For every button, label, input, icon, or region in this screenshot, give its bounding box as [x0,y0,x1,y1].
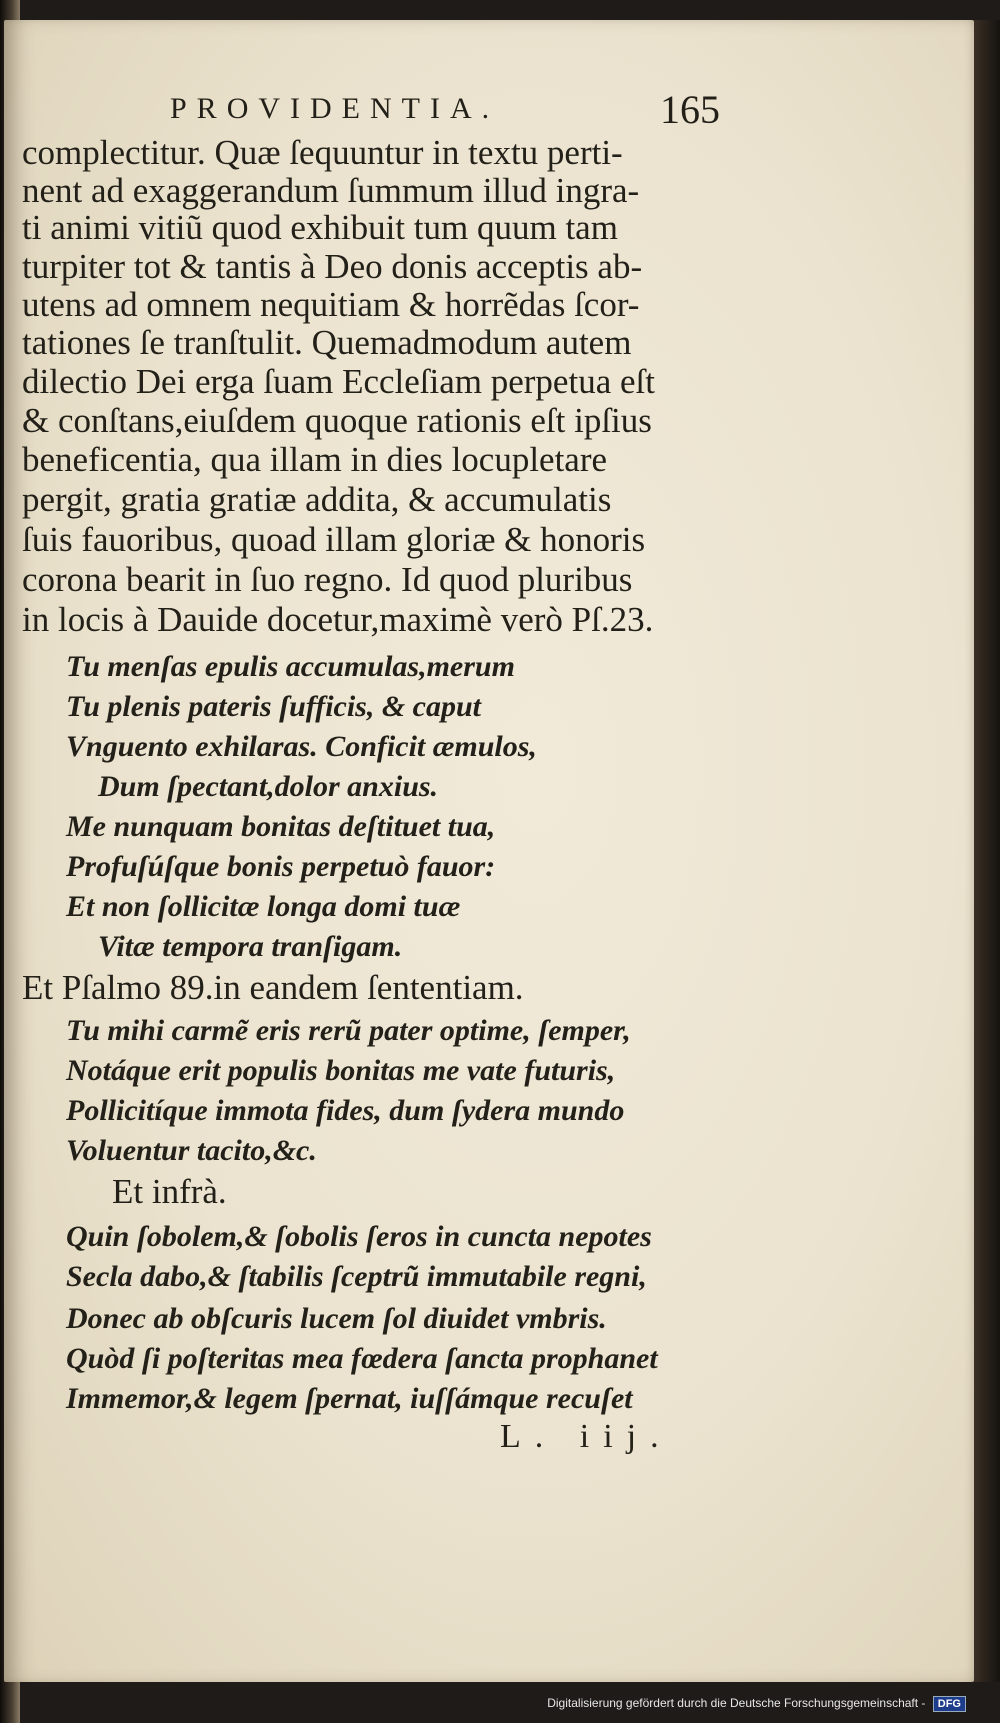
verse-line: Et non ſollicitæ longa domi tuæ [66,890,461,923]
body-line: pergit, gratia gratiæ addita, & accumulatis [22,480,612,519]
dfg-logo: DFG [933,1696,966,1712]
verse-line: Voluentur tacito,&c. [66,1134,317,1167]
verse-line: Quin ſobolem,& ſobolis ſeros in cuncta nepotes [66,1220,652,1253]
verse-line: Immemor,& legem ſpernat, iuſſámque recuſet [66,1382,633,1415]
body-line: in locis à Dauide docetur,maximè verò Pſ.23. [22,600,654,639]
body-line: beneficentia, qua illam in dies locupletare [22,440,608,479]
body-line: dilectio Dei erga ſuam Eccleſiam perpetua eſt [22,362,655,401]
verse-line: Quòd ſi poſteritas mea fœdera ſancta prophanet [66,1342,658,1375]
page-number: 165 [660,87,720,132]
verse-line: Tu menſas epulis accumulas,merum [66,650,515,683]
body-line: utens ad omnem nequitiam & horrẽdas ſcor- [22,285,640,324]
verse-line: Vnguento exhilaras. Conficit æmulos, [66,730,537,763]
body-line: corona bearit in ſuo regno. Id quod pluribus [22,560,633,599]
verse-line: Tu plenis pateris ſufficis, & caput [66,690,482,723]
body-line: & conſtans,eiuſdem quoque rationis eſt ipſius [22,401,652,440]
verse-line: Donec ab obſcuris lucem ſol diuidet vmbris. [66,1302,607,1335]
page-edge-shadow [974,20,1000,1682]
verse-intro: Et Pſalmo 89.in eandem ſententiam. [22,968,524,1007]
verse-line: Notáque erit populis bonitas me vate futuris, [66,1054,616,1087]
body-line: complectitur. Quæ ſequuntur in textu perti- [22,133,623,172]
credit-text: Digitalisierung gefördert durch die Deutsche Forschungsgemeinschaft - [547,1696,926,1710]
signature-mark: L. iij. [500,1418,673,1455]
body-line: nent ad exaggerandum ſummum illud ingra- [22,171,640,210]
verse-line: Vitæ tempora tranſigam. [98,930,403,963]
body-line: ti animi vitiũ quod exhibuit tum quum tam [22,208,618,247]
verse-line: Profuſúſque bonis perpetuò fauor: [66,850,496,883]
verse-intro: Et infrà. [112,1172,227,1211]
verse-line: Me nunquam bonitas deſtituet tua, [66,810,496,843]
verse-line: Pollicitíque immota fides, dum ſydera mundo [66,1094,625,1127]
body-line: tationes ſe tranſtulit. Quemadmodum autem [22,323,632,362]
digitization-credit [547,1696,966,1718]
verse-line: Tu mihi carmẽ eris rerũ pater optime, ſemper, [66,1014,631,1047]
running-title: PROVIDENTIA. [170,92,500,125]
body-line: ſuis fauoribus, quoad illam gloriæ & honoris [22,520,646,559]
verse-line: Dum ſpectant,dolor anxius. [98,770,439,803]
body-line: turpiter tot & tantis à Deo donis acceptis ab- [22,247,643,286]
verse-line: Secla dabo,& ſtabilis ſceptrũ immutabile regni, [66,1260,647,1293]
